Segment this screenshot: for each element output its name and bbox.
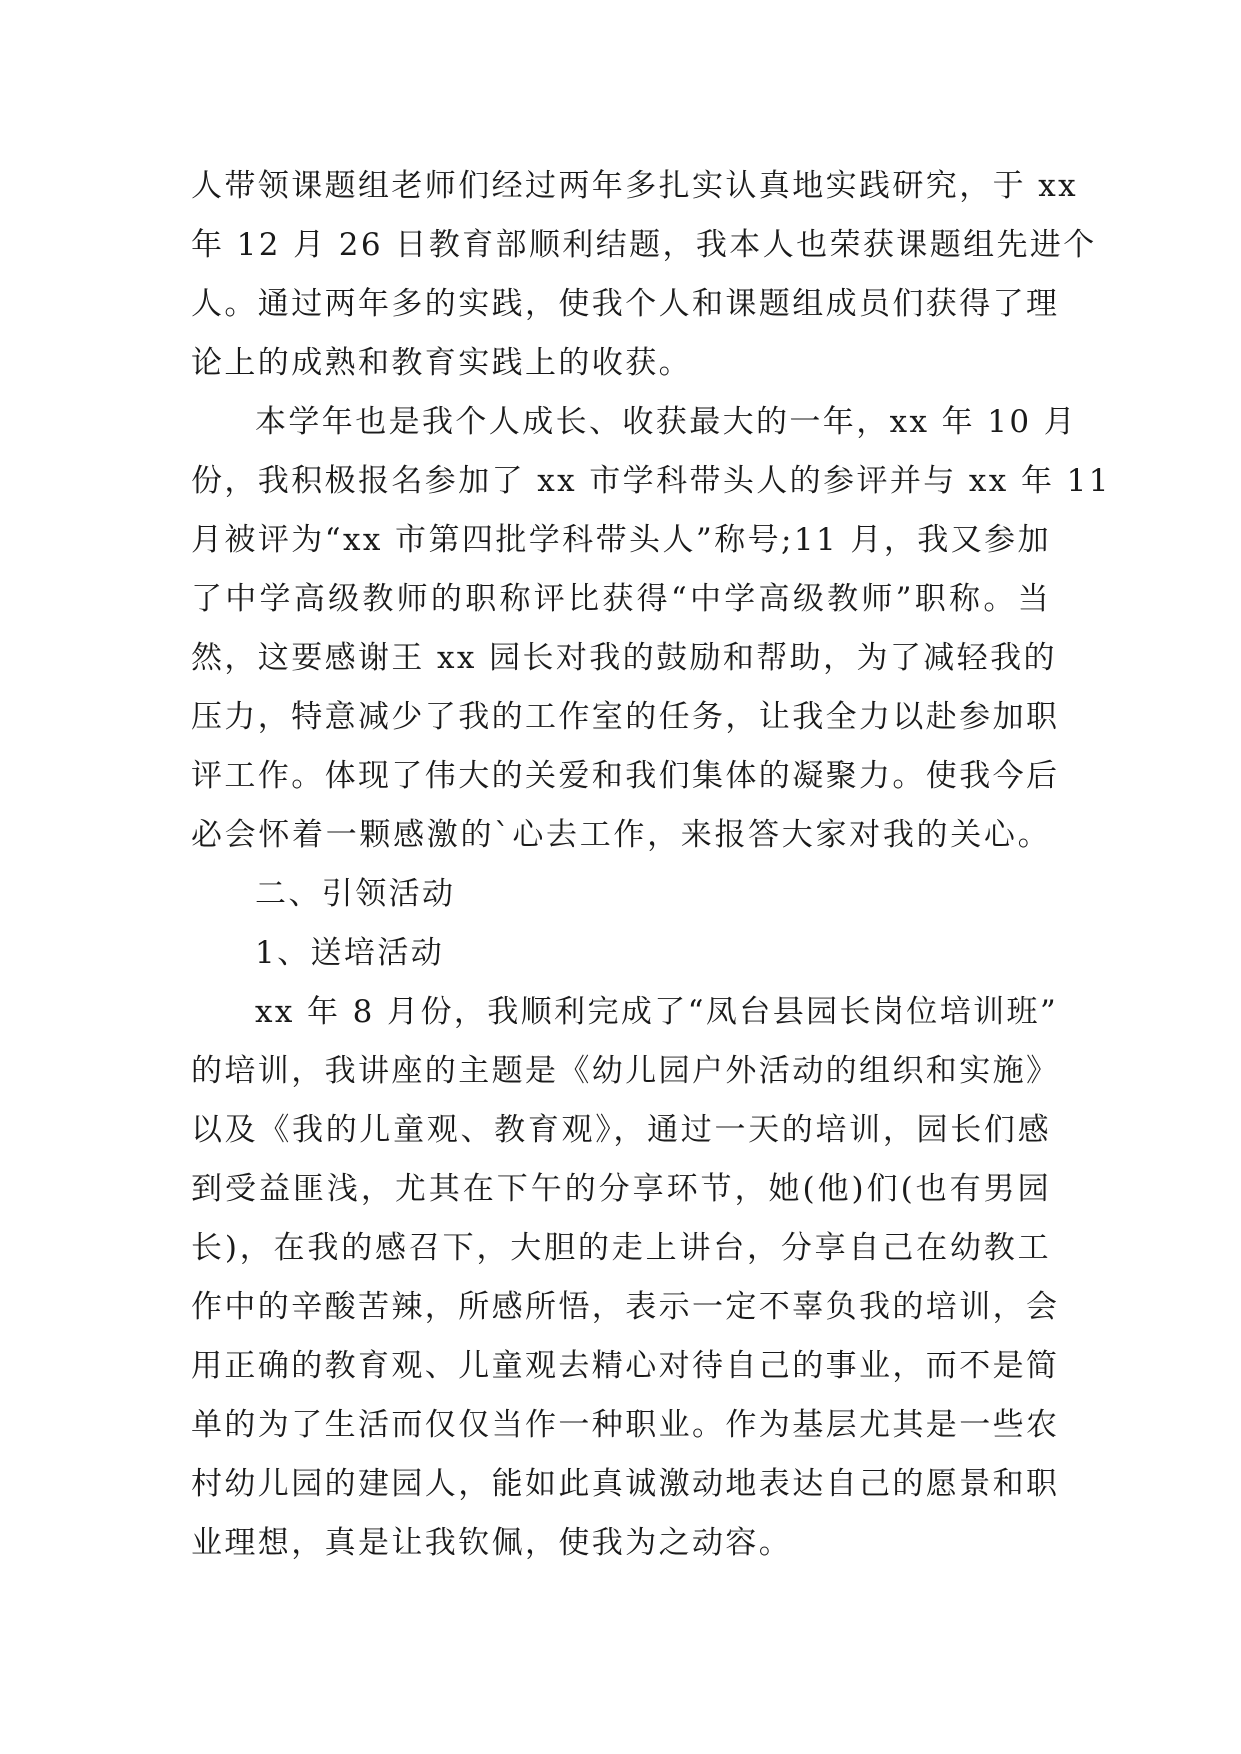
document-body bbox=[191, 157, 1111, 1573]
text-line: 人带领课题组老师们经过两年多扎实认真地实践研究，于 xx bbox=[191, 168, 1079, 204]
text-line: 二、引领活动 bbox=[255, 876, 456, 912]
text-line: 评工作。体现了伟大的关爱和我们集体的凝聚力。使我今后 bbox=[191, 758, 1060, 794]
text-line: 论上的成熟和教育实践上的收获。 bbox=[191, 345, 692, 381]
text-line: 压力，特意减少了我的工作室的任务，让我全力以赴参加职 bbox=[191, 699, 1060, 735]
text-line: 了中学高级教师的职称评比获得“中学高级教师”职称。当 bbox=[191, 581, 1051, 617]
text-line: 用正确的教育观、儿童观去精心对待自己的事业，而不是简 bbox=[191, 1348, 1060, 1384]
text-line: 本学年也是我个人成长、收获最大的一年，xx 年 10 月 bbox=[255, 404, 1078, 440]
text-line: 作中的辛酸苦辣，所感所悟，表示一定不辜负我的培训，会 bbox=[191, 1289, 1060, 1325]
text-line: xx 年 8 月份，我顺利完成了“凤台县园长岗位培训班” bbox=[255, 994, 1059, 1030]
text-line: 人。通过两年多的实践，使我个人和课题组成员们获得了理 bbox=[191, 286, 1060, 322]
text-line: 村幼儿园的建园人，能如此真诚激动地表达自己的愿景和职 bbox=[191, 1466, 1060, 1502]
text-line: 业理想，真是让我钦佩，使我为之动容。 bbox=[191, 1525, 793, 1561]
text-line: 份，我积极报名参加了 xx 市学科带头人的参评并与 xx 年 11 bbox=[191, 463, 1111, 499]
text-line: 必会怀着一颗感激的`心去工作，来报答大家对我的关心。 bbox=[191, 817, 1051, 853]
text-line: 然，这要感谢王 xx 园长对我的鼓励和帮助，为了减轻我的 bbox=[191, 640, 1057, 676]
text-line: 1、送培活动 bbox=[255, 935, 445, 971]
text-line: 月被评为“xx 市第四批学科带头人”称号;11 月，我又参加 bbox=[191, 522, 1051, 558]
text-line: 到受益匪浅，尤其在下午的分享环节，她(他)们(也有男园 bbox=[191, 1171, 1051, 1207]
text-line: 的培训，我讲座的主题是《幼儿园户外活动的组织和实施》 bbox=[191, 1053, 1060, 1089]
text-line: 单的为了生活而仅仅当作一种职业。作为基层尤其是一些农 bbox=[191, 1407, 1060, 1443]
text-line: 以及《我的儿童观、教育观》，通过一天的培训，园长们感 bbox=[191, 1112, 1051, 1148]
text-line: 年 12 月 26 日教育部顺利结题，我本人也荣获课题组先进个 bbox=[191, 227, 1097, 263]
text-line: 长)，在我的感召下，大胆的走上讲台，分享自己在幼教工 bbox=[191, 1230, 1051, 1266]
